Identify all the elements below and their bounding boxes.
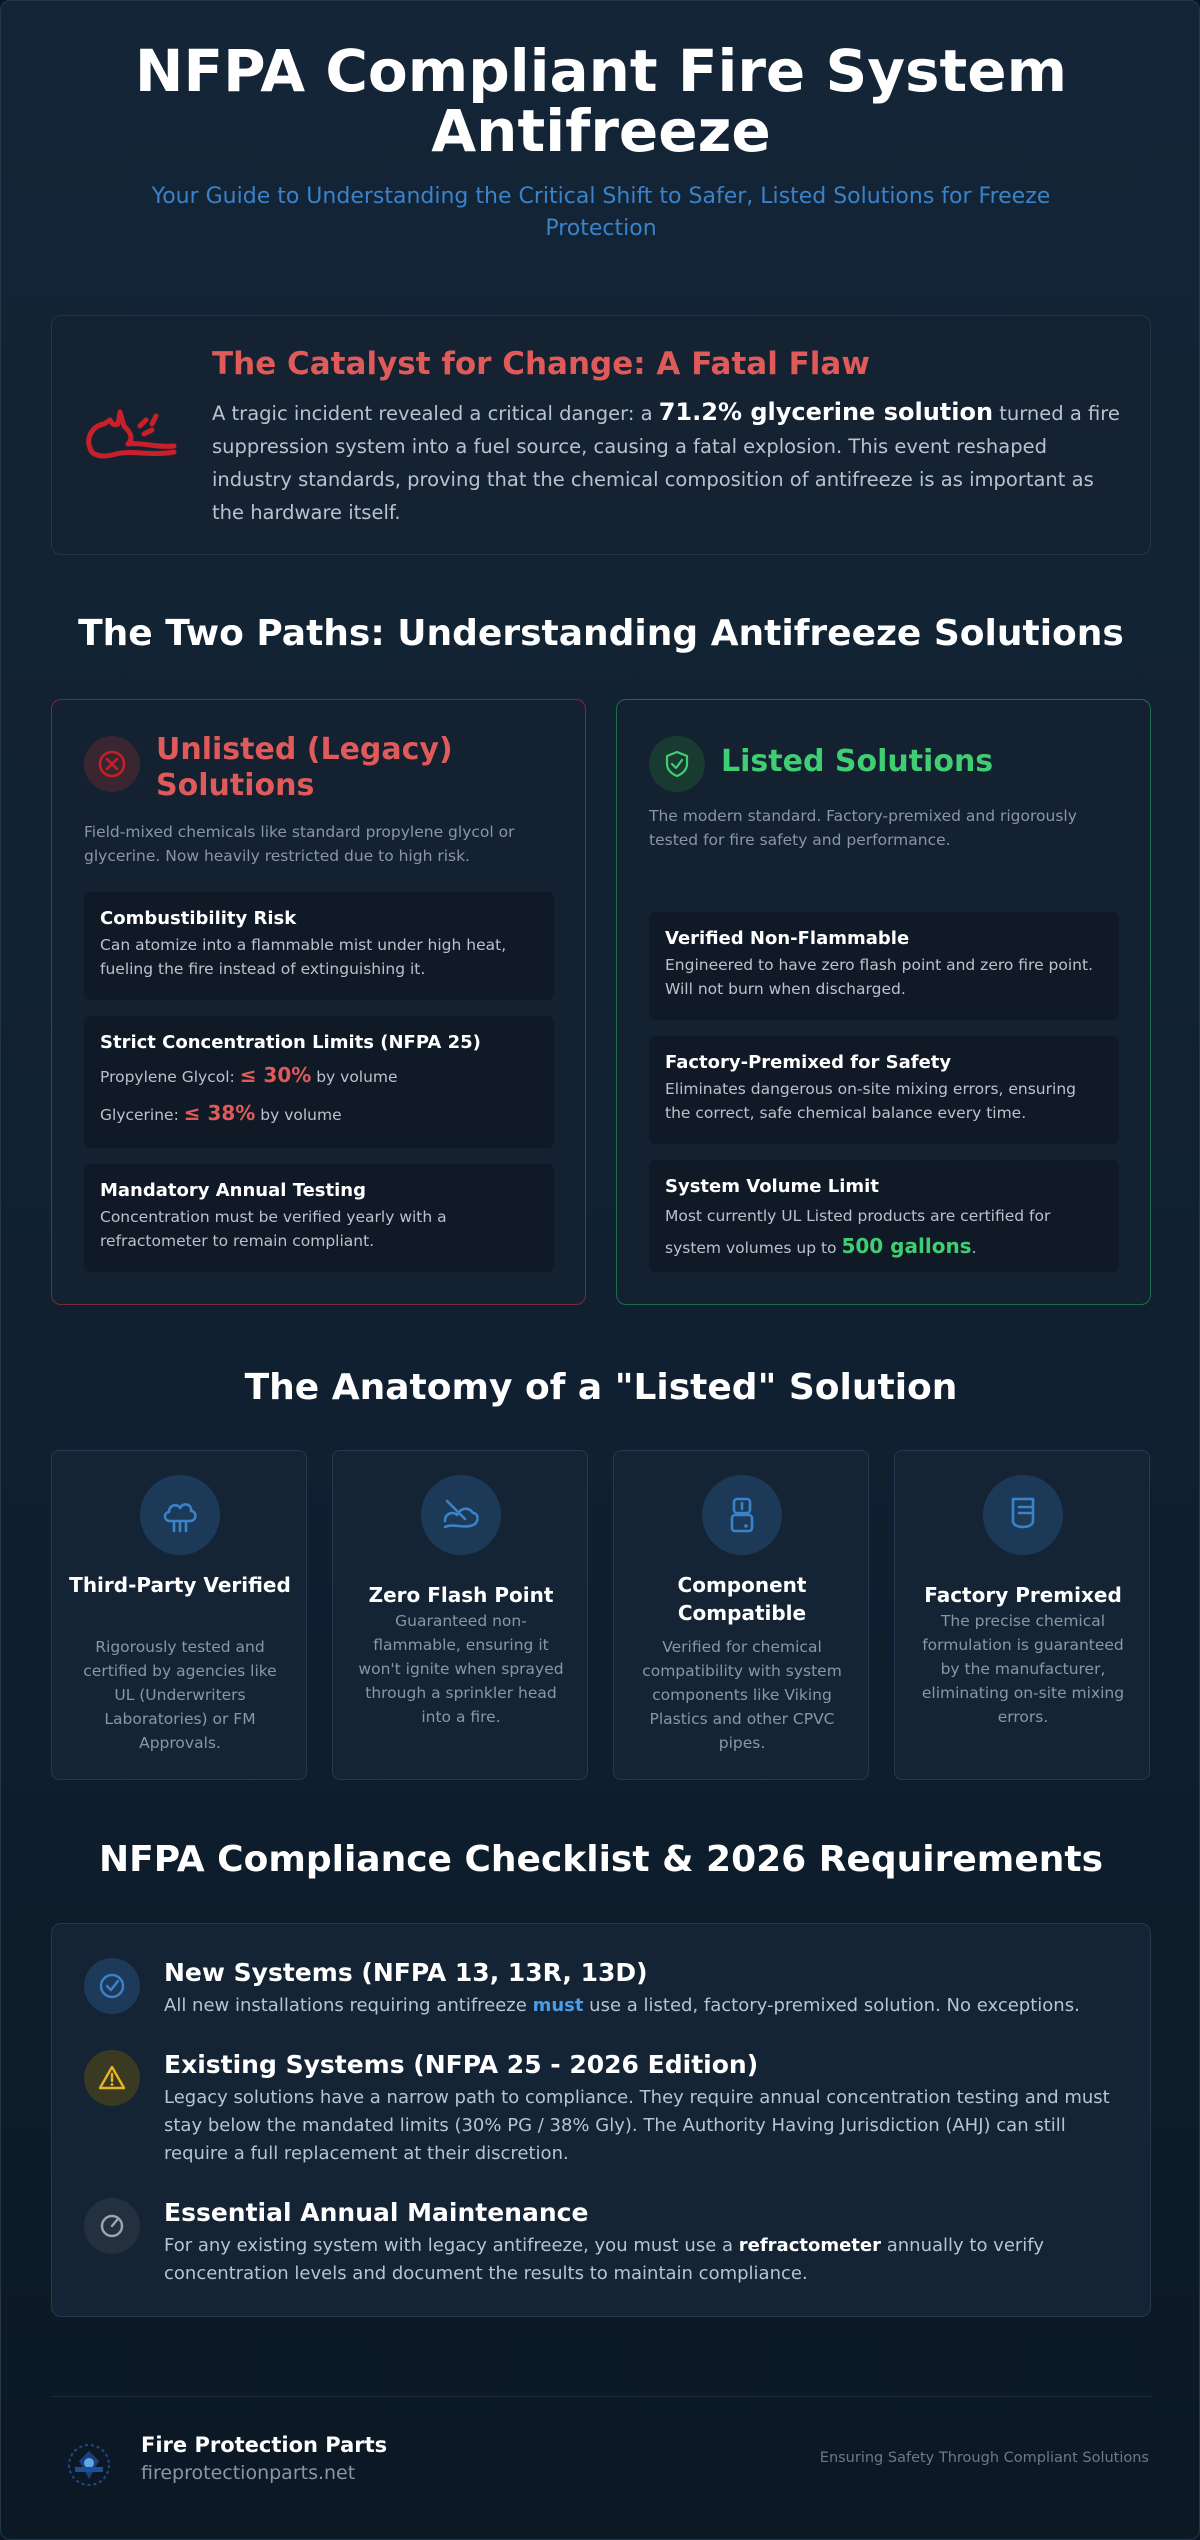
limit-label: Glycerine: (100, 1106, 184, 1124)
anatomy-section-title: The Anatomy of a "Listed" Solution (244, 1367, 958, 1408)
anatomy-card-third-party (51, 1450, 307, 1780)
feature-title: Factory-Premixed for Safety (665, 1052, 952, 1073)
feature-non-flammable (649, 912, 1119, 1020)
catalyst-text-end: turned a fire suppression system into a fuel source, causing a fatal explosion. This event reshaped industry standards, proving that the chemical composition of antifreeze is as important as the hardware itself. (212, 402, 1120, 524)
check-circle-icon (84, 1958, 140, 2014)
checklist-item-existing-systems (84, 2050, 1124, 2170)
checklist-item-text (164, 2232, 1124, 2288)
listed-solutions-card (616, 699, 1151, 1305)
checklist-card (51, 1923, 1151, 2317)
feature-combustibility (84, 892, 554, 1000)
limit-value: ≤ 30% (239, 1063, 312, 1087)
feature-text (665, 1201, 1103, 1263)
footer-divider (51, 2396, 1151, 2397)
feature-volume-limit (649, 1160, 1119, 1272)
beaker-icon (983, 1475, 1063, 1555)
limit-suffix: by volume (311, 1068, 398, 1086)
feature-text: Concentration must be verified yearly with a refractometer to remain compliant. (100, 1208, 447, 1250)
feature-text: Engineered to have zero flash point and zero fire point. Will not burn when discharged. (665, 956, 1094, 998)
checklist-item-title: New Systems (NFPA 13, 13R, 13D) (164, 1958, 648, 1987)
shield-check-icon (649, 736, 705, 792)
item-text-start: All new installations requiring antifreeze (164, 1995, 533, 2016)
unlisted-solutions-card (51, 699, 586, 1305)
anatomy-card-title: Zero Flash Point (368, 1583, 554, 1607)
paths-section-title: The Two Paths: Understanding Antifreeze Solutions (78, 613, 1124, 654)
limit-value: ≤ 38% (183, 1101, 256, 1125)
footer-tagline: Ensuring Safety Through Compliant Solutions (819, 2450, 1149, 2466)
limit-label: Propylene Glycol: (100, 1068, 240, 1086)
page-subtitle: Your Guide to Understanding the Critical Shift to Safer, Listed Solutions for Freeze Protection (151, 184, 1051, 241)
item-text-end: annually to verify concentration levels and document the results to maintain compliance. (164, 2235, 1044, 2284)
volume-text-start: Most currently UL Listed products are certified for system volumes up to (665, 1207, 1051, 1257)
warning-triangle-icon (84, 2050, 140, 2106)
feature-title: Verified Non-Flammable (665, 928, 910, 949)
unlisted-title: Unlisted (Legacy) Solutions (156, 732, 453, 803)
anatomy-card-text: Guaranteed non-flammable, ensuring it won't ignite when sprayed through a sprinkler head into a fire. (358, 1612, 564, 1726)
limit-glycerine (100, 1095, 538, 1133)
anatomy-card-text: The precise chemical formulation is guaranteed by the manufacturer, eliminating on-site mixing errors. (921, 1612, 1125, 1726)
anatomy-card-title: Factory Premixed (924, 1583, 1122, 1607)
fire-outline-icon (82, 386, 182, 486)
feature-title: System Volume Limit (665, 1176, 879, 1197)
feature-text: Can atomize into a flammable mist under high heat, fueling the fire instead of extinguishing it. (100, 936, 507, 978)
checklist-item-title: Essential Annual Maintenance (164, 2198, 589, 2227)
feature-text: Eliminates dangerous on-site mixing errors, ensuring the correct, safe chemical balance every time. (665, 1080, 1076, 1122)
pipe-fitting-icon (702, 1475, 782, 1555)
footer-url-link[interactable]: fireprotectionparts.net (141, 2462, 356, 2484)
feature-title: Combustibility Risk (100, 908, 297, 929)
anatomy-card-component (613, 1450, 869, 1780)
anatomy-card-title: Third-Party Verified (69, 1573, 291, 1597)
checklist-section-title: NFPA Compliance Checklist & 2026 Requirements (98, 1839, 1103, 1880)
anatomy-card-text: Rigorously tested and certified by agencies like UL (Underwriters Laboratories) or FM Approvals. (83, 1638, 277, 1752)
checklist-item-text: Legacy solutions have a narrow path to compliance. They require annual concentration testing and must stay below the mandated limits (30% PG / 38% Gly). The Authority Having Jurisdiction (AHJ) can still require a full replacement at their discretion. (164, 2087, 1110, 2164)
unlisted-description: Field-mixed chemicals like standard propylene glycol or glycerine. Now heavily restricted due to high risk. (84, 823, 515, 865)
anatomy-card-zero-flash (332, 1450, 588, 1780)
catalyst-text (212, 396, 1122, 529)
anatomy-card-text: Verified for chemical compatibility with system components like Viking Plastics and other CPVC pipes. (642, 1638, 842, 1752)
fire-protection-logo-icon (63, 2439, 115, 2491)
listed-description: The modern standard. Factory-premixed and rigorously tested for fire safety and performance. (649, 807, 1077, 849)
feature-factory-premixed (649, 1036, 1119, 1144)
anatomy-card-factory-premixed (894, 1450, 1150, 1780)
header (1, 37, 1200, 245)
catalyst-card (51, 315, 1151, 555)
volume-text-end: . (971, 1239, 977, 1257)
item-highlight: refractometer (738, 2235, 881, 2256)
no-flame-icon (421, 1475, 501, 1555)
catalyst-title: The Catalyst for Change: A Fatal Flaw (212, 346, 870, 382)
feature-title: Strict Concentration Limits (NFPA 25) (100, 1032, 481, 1053)
listed-title: Listed Solutions (721, 744, 994, 779)
volume-highlight: 500 gallons (841, 1234, 972, 1258)
checklist-item-title: Existing Systems (NFPA 25 - 2026 Edition) (164, 2050, 759, 2079)
gauge-icon (84, 2198, 140, 2254)
feature-annual-testing (84, 1164, 554, 1272)
limit-suffix: by volume (255, 1106, 342, 1124)
page-title: NFPA Compliant Fire System Antifreeze (134, 37, 1068, 165)
checklist-item-annual-maintenance (84, 2198, 1124, 2288)
item-highlight: must (532, 1995, 584, 2016)
footer-brand: Fire Protection Parts (141, 2433, 388, 2457)
item-text-start: For any existing system with legacy antifreeze, you must use a (164, 2235, 739, 2256)
limit-propylene-glycol (100, 1057, 538, 1095)
feature-title: Mandatory Annual Testing (100, 1180, 366, 1201)
anatomy-card-title: Component Compatible (677, 1573, 807, 1625)
x-circle-icon (84, 736, 140, 792)
certified-cloud-icon (140, 1475, 220, 1555)
feature-concentration-limits (84, 1016, 554, 1148)
catalyst-highlight: 71.2% glycerine solution (658, 398, 994, 426)
catalyst-text-start: A tragic incident revealed a critical danger: a (212, 402, 659, 425)
checklist-item-new-systems (84, 1958, 1124, 2038)
checklist-item-text (164, 1992, 1124, 2020)
item-text-end: use a listed, factory-premixed solution. No exceptions. (583, 1995, 1080, 2016)
